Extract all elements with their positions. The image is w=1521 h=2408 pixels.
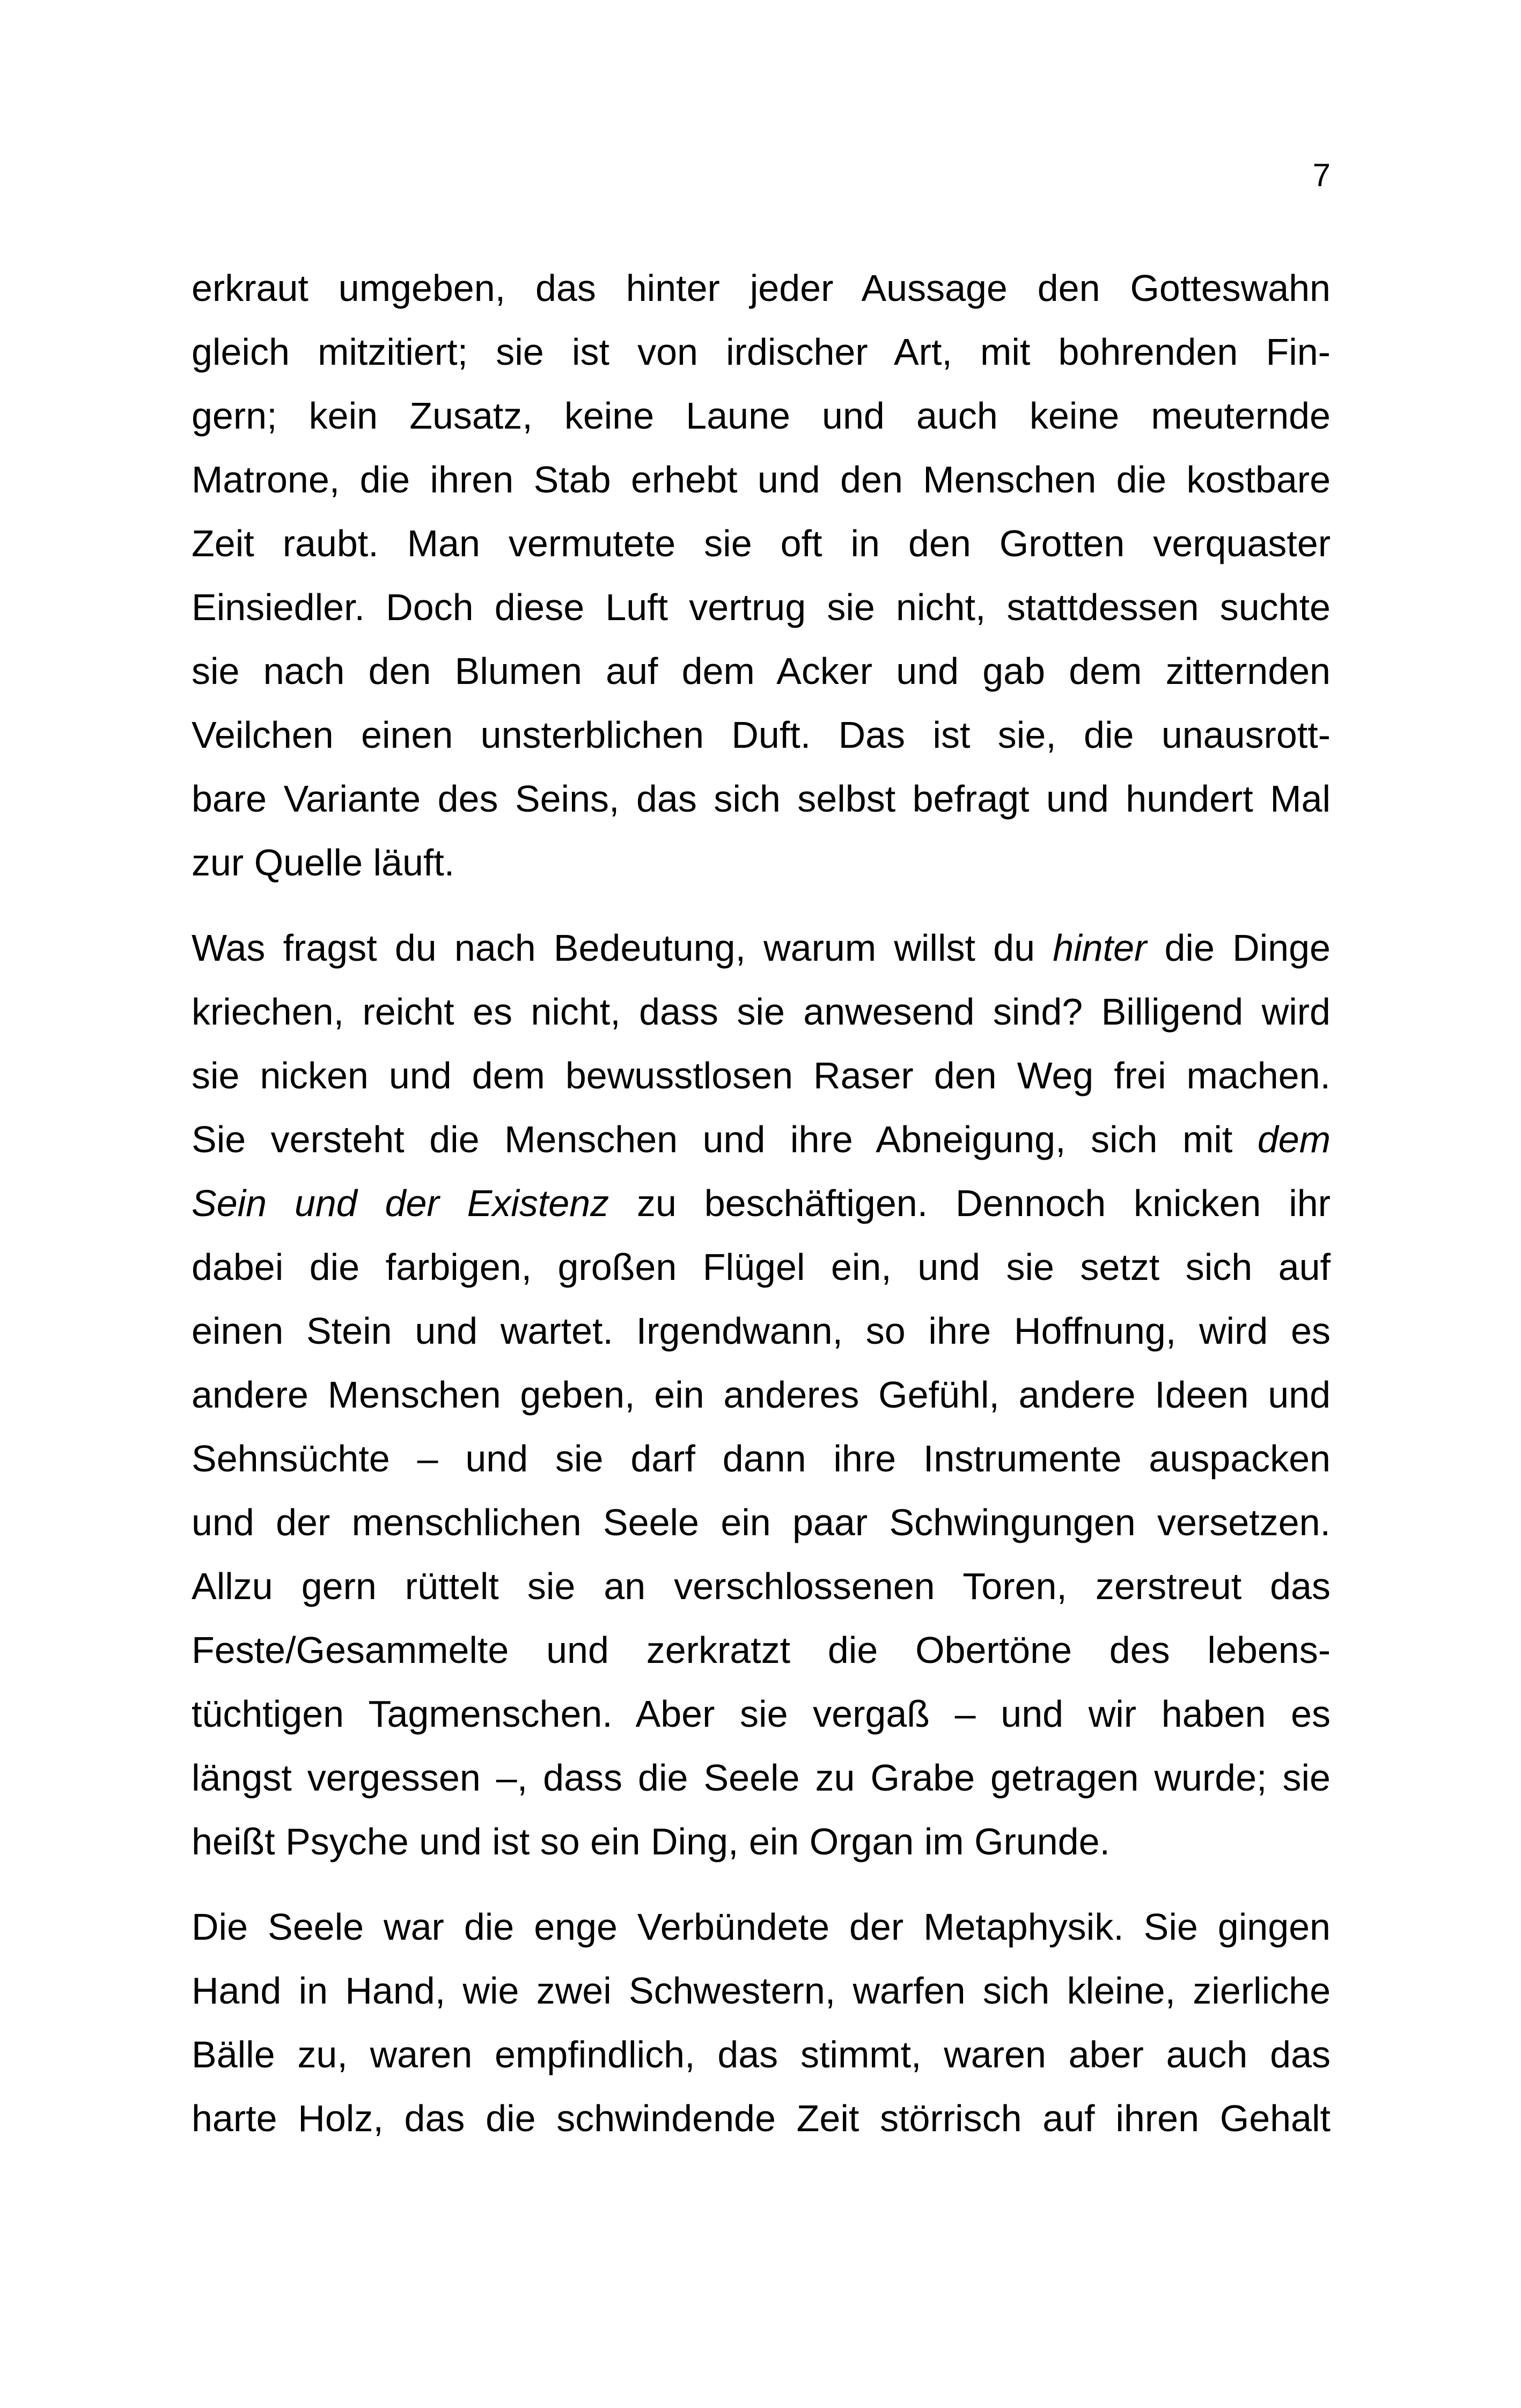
- paragraph: [192, 256, 1331, 895]
- text-line: [192, 448, 1331, 512]
- text-line: [192, 980, 1331, 1044]
- text-segment: bare Variante des Seins, das sich selbst befragt und hundert Mal: [192, 778, 1331, 820]
- text-segment: Sehnsüchte – und sie darf dann ihre Instrumente auspacken: [192, 1438, 1331, 1479]
- text-segment: Feste/Gesammelte und zerkratzt die Obertöne des lebens-: [192, 1629, 1331, 1671]
- text-segment: Veilchen einen unsterblichen Duft. Das ist sie, die unausrott-: [192, 714, 1331, 756]
- text-line: [192, 1491, 1331, 1555]
- text-line: [192, 767, 1331, 831]
- text-line: [192, 639, 1331, 703]
- text-segment: Die Seele war die enge Verbündete der Metaphysik. Sie gingen: [192, 1906, 1331, 1948]
- text-segment: Zeit raubt. Man vermutete sie oft in den Grotten verquaster: [192, 522, 1331, 564]
- text-line: [192, 320, 1331, 384]
- text-line: [192, 1618, 1331, 1682]
- text-line: [192, 1682, 1331, 1746]
- text-line: [192, 1959, 1331, 2023]
- text-segment: sie nach den Blumen auf dem Acker und gab dem zitternden: [192, 650, 1331, 692]
- text-segment: Einsiedler. Doch diese Luft vertrug sie nicht, stattdessen suchte: [192, 586, 1331, 628]
- text-line: [192, 1746, 1331, 1810]
- text-segment: sie nicken und dem bewusstlosen Raser den Weg frei machen.: [192, 1055, 1331, 1096]
- text-line: [192, 831, 1331, 895]
- text-segment: harte Holz, das die schwindende Zeit störrisch auf ihren Gehalt: [192, 2097, 1331, 2139]
- text-line: [192, 576, 1331, 639]
- text-line: [192, 1044, 1331, 1108]
- text-segment: heißt Psyche und ist so ein Ding, ein Organ im Grunde.: [192, 1821, 1110, 1862]
- text-segment: gern; kein Zusatz, keine Laune und auch keine meuternde: [192, 395, 1331, 437]
- text-line: [192, 1427, 1331, 1491]
- text-segment: Allzu gern rüttelt sie an verschlossenen Toren, zerstreut das: [192, 1565, 1331, 1607]
- text-segment: tüchtigen Tagmenschen. Aber sie vergaß – und wir haben es: [192, 1693, 1331, 1735]
- text-line: [192, 1810, 1331, 1874]
- text-line: [192, 2087, 1331, 2151]
- text-line: [192, 384, 1331, 448]
- text-line: [192, 703, 1331, 767]
- body-text-block: [192, 256, 1331, 2151]
- text-line: [192, 1108, 1331, 1172]
- text-line: [192, 256, 1331, 320]
- text-line: [192, 1363, 1331, 1427]
- text-line: [192, 916, 1331, 980]
- text-segment: Matrone, die ihren Stab erhebt und den Menschen die kostbare: [192, 459, 1331, 500]
- text-segment: gleich mitzitiert; sie ist von irdischer Art, mit bohrenden Fin-: [192, 331, 1331, 373]
- text-line: [192, 1235, 1331, 1299]
- text-line: [192, 512, 1331, 576]
- paragraph: [192, 916, 1331, 1874]
- text-segment: längst vergessen –, dass die Seele zu Grabe getragen wurde; sie: [192, 1757, 1331, 1799]
- text-line: [192, 1895, 1331, 1959]
- italic-text: dem: [1257, 1118, 1331, 1160]
- text-segment: zu beschäftigen. Dennoch knicken ihr: [609, 1182, 1331, 1224]
- text-line: [192, 1299, 1331, 1363]
- text-segment: die Dinge: [1147, 927, 1331, 969]
- text-line: [192, 1555, 1331, 1618]
- text-segment: dabei die farbigen, großen Flügel ein, und sie setzt sich auf: [192, 1246, 1331, 1288]
- text-segment: Hand in Hand, wie zwei Schwestern, warfen sich kleine, zierliche: [192, 1970, 1331, 2012]
- text-segment: Was fragst du nach Bedeutung, warum willst du: [192, 927, 1053, 969]
- page-number: 7: [1312, 157, 1331, 193]
- text-segment: Bälle zu, waren empfindlich, das stimmt, waren aber auch das: [192, 2034, 1331, 2075]
- text-segment: und der menschlichen Seele ein paar Schwingungen versetzen.: [192, 1501, 1331, 1543]
- italic-text: Sein und der Existenz: [192, 1182, 609, 1224]
- text-segment: erkraut umgeben, das hinter jeder Aussage den Gotteswahn: [192, 267, 1331, 309]
- text-line: [192, 1172, 1331, 1235]
- text-segment: kriechen, reicht es nicht, dass sie anwesend sind? Billigend wird: [192, 991, 1331, 1033]
- text-segment: zur Quelle läuft.: [192, 842, 455, 883]
- italic-text: hinter: [1053, 927, 1147, 969]
- paragraph: [192, 1895, 1331, 2151]
- text-line: [192, 2023, 1331, 2087]
- text-segment: andere Menschen geben, ein anderes Gefühl, andere Ideen und: [192, 1374, 1331, 1416]
- text-segment: einen Stein und wartet. Irgendwann, so ihre Hoffnung, wird es: [192, 1310, 1331, 1352]
- text-segment: Sie versteht die Menschen und ihre Abneigung, sich mit: [192, 1118, 1258, 1160]
